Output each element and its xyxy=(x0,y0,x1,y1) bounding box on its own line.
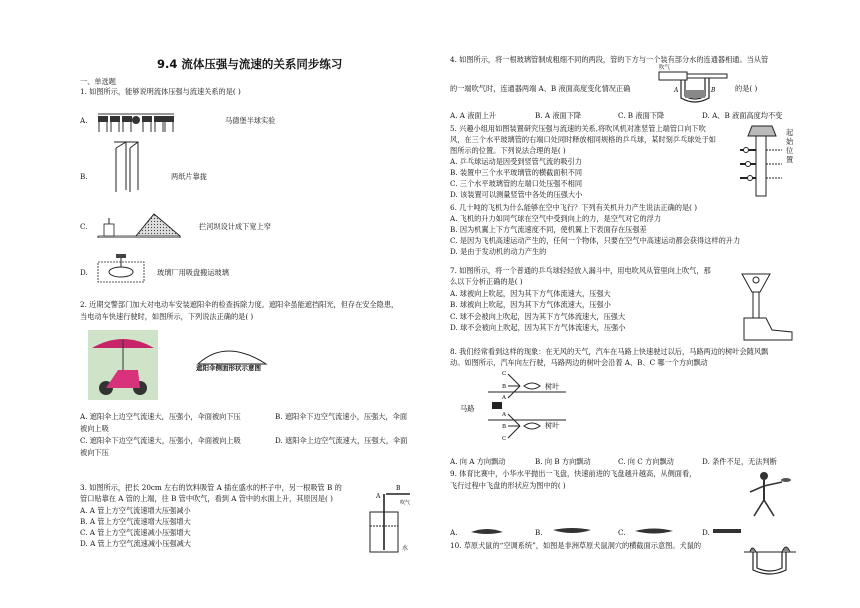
q5-option-c: C. 三个水平玻璃管的左端口处压强不相同 xyxy=(450,179,583,188)
q1-option-a-label: A. xyxy=(80,116,88,125)
q9-stem-line2: 飞行过程中飞盘的形状应为图中的( ) xyxy=(450,481,566,490)
q1-stem: 1. 如图所示，能够说明流体压强与流速关系的是( ) xyxy=(80,87,241,96)
q8-fig-leaf-bottom: 树叶 xyxy=(545,421,560,430)
q2-option-d: D. 遮阳伞上边空气流速大，压强大，伞面 xyxy=(275,436,408,445)
q1-option-d-caption: 玻璃厂用吸盘搬运玻璃 xyxy=(157,268,229,277)
svg-text:B: B xyxy=(502,384,507,390)
page-title: 9.4 流体压强与流速的关系同步练习 xyxy=(157,57,343,71)
q8-option-b: B. 向 B 方向飘动 xyxy=(535,457,591,466)
q2-stem-line1: 2. 近期交警部门加大对电动车安装遮阳伞的检查拆除力度。遮阳伞虽能遮挡阳光，但存在安全隐患， xyxy=(80,300,399,309)
q9-option-d: D. xyxy=(702,528,710,537)
q9-option-a: A. xyxy=(450,528,458,537)
q1-option-c-caption: 拦河坝设计成下宽上窄 xyxy=(199,222,271,231)
q4-fig-b: B xyxy=(711,87,716,94)
dam-figure xyxy=(96,208,182,238)
frisbee-shape-c xyxy=(634,526,674,536)
q6-option-b: B. 因为机翼上下方气流速度不同，使机翼上下表面存在压强差 xyxy=(450,225,647,234)
q8-option-d: D. 条件不足，无法判断 xyxy=(702,457,777,466)
q4-fig-a: A xyxy=(674,87,679,94)
q9-option-b: B. xyxy=(535,528,543,537)
q9-option-c: C. xyxy=(618,528,626,537)
section-heading: 一、单选题 xyxy=(80,77,116,86)
q5-option-a: A. 乒乓球运动是因受到竖管气流的吸引力 xyxy=(450,157,582,166)
q3-fig-label-water: 水 xyxy=(402,545,409,552)
q8-stem-line2: 动。如图所示，汽车向左行驶，马路两边的树叶会沿着 A、B、C 哪一个方向飘动 xyxy=(450,358,708,367)
q7-stem-line2: 么以下分析正确的是( ) xyxy=(450,277,523,286)
svg-text:A: A xyxy=(502,395,506,401)
q1-option-b-label: B. xyxy=(80,172,88,181)
q8-fig-leaf-top: 树叶 xyxy=(545,382,560,391)
q3-option-c: C. A 管上方空气流速减小压强增大 xyxy=(80,528,191,537)
q1-option-b-caption: 两纸片靠拢 xyxy=(171,172,207,181)
q4-fig-blow: 吹气 xyxy=(659,65,671,71)
connected-tube-figure xyxy=(655,62,733,104)
frisbee-shape-b xyxy=(552,526,592,536)
q7-stem-line1: 7. 如图所示，将一个普通的乒乓球轻轻放入漏斗中，用电吹风从管里向上吹气，那 xyxy=(450,266,711,275)
prairie-dog-burrow-figure xyxy=(742,540,798,580)
q1-option-a-caption: 马德堡半球实验 xyxy=(225,116,276,125)
q4-stem-line3: 的是( ) xyxy=(735,84,758,93)
q6-option-d: D. 是由于发动机的动力产生的 xyxy=(450,247,547,256)
q3-option-d: D. A 管上方空气流速减小压强减大 xyxy=(80,539,191,548)
q3-option-b: B. A 管上方空气流速增大压强增大 xyxy=(80,517,191,526)
q5-option-d: D. 该装置可以测量竖管中各处的压强大小 xyxy=(450,190,583,199)
q8-stem-line1: 8. 我们经常看到这样的现象：在无风的天气，汽车在马路上快速驶过以后，马路两边的树叶会随风飘 xyxy=(450,347,769,356)
q2-option-d-cont: 被向下压 xyxy=(80,448,109,457)
q4-option-b: B. A 液面下降 xyxy=(535,111,582,120)
umbrella-profile-figure xyxy=(196,344,268,366)
q2-option-a-cont: 被向上吸 xyxy=(80,424,109,433)
q4-stem-line1: 4. 如图所示，将一根玻璃管制成粗细不同的两段，管的下方与一个装有部分水的连通器相通。当从管 xyxy=(450,55,769,64)
q3-fig-label-a: A xyxy=(376,493,381,500)
q3-stem-line2: 管口贴靠在 A 管的上端，往 B 管中吹气，看到 A 管中的水面上升，其原因是( ) xyxy=(80,494,333,503)
q7-option-b: B. 球被向上吹起，因为其下方气体流速大，压强小 xyxy=(450,300,611,309)
q8-option-a: A. 向 A 方向飘动 xyxy=(450,457,506,466)
q4-option-c: C. B 液面下降 xyxy=(618,111,665,120)
two-paper-sheets-figure xyxy=(110,140,146,195)
q6-option-c: C. 是因为飞机高速运动产生的，任何一个物体，只要在空气中高速运动都会获得这样的升力 xyxy=(450,236,741,245)
svg-text:C: C xyxy=(502,371,507,377)
frisbee-player-figure xyxy=(742,468,792,520)
q1-option-d-label: D. xyxy=(80,268,88,277)
svg-text:C: C xyxy=(502,436,507,442)
q4-stem-line2: 的一端吹气时，连通器两端 A、B 液面高度变化情况正确 xyxy=(450,84,631,93)
suction-cup-glass-figure xyxy=(96,254,146,288)
q8-fig-road: 马路 xyxy=(460,404,475,413)
scooter-umbrella-photo xyxy=(88,330,158,400)
straw-cup-figure xyxy=(362,484,418,554)
road-leaves-figure xyxy=(480,368,570,444)
q7-option-a: A. 球被向上吹起，因为其下方气体流速大，压强大 xyxy=(450,289,611,298)
q6-option-a: A. 飞机的升力如同气球在空气中受到向上的力，是空气对它的浮力 xyxy=(450,214,662,223)
q2-option-c: C. 遮阳伞下边空气流速大，压强小，伞面被向上吸 xyxy=(80,436,241,445)
q5-stem-line2: 风，在三个水平玻璃管的右端口处同时释放相同规格的乒乓球，某时刻乒乓球处于如 xyxy=(450,135,716,144)
q10-stem: 10. 草原犬鼠的“空调系统”，如图是非洲草原犬鼠洞穴的横截面示意图。犬鼠的 xyxy=(450,541,702,550)
q8-option-c: C. 向 C 方向飘动 xyxy=(618,457,674,466)
q2-figure-caption: 遮阳伞侧面形状示意图 xyxy=(196,364,261,372)
q6-stem: 6. 几十吨的飞机为什么能够在空中飞行？下列有关机升力产生说法正确的是( ) xyxy=(450,203,698,212)
q3-fig-label-blow: 吹气 xyxy=(400,500,411,506)
q2-option-a: A. 遮阳伞上边空气流速大，压强小，伞面被向下压 xyxy=(80,412,241,421)
frisbee-shape-a xyxy=(470,526,504,536)
q1-option-c-label: C. xyxy=(80,222,88,231)
q5-stem-line1: 5. 兴趣小组用如图装置研究压强与流速的关系,将吹风机对准竖管上端管口向下吹 xyxy=(450,124,706,133)
q5-option-b: B. 装置中三个水平玻璃管的横截面积不同 xyxy=(450,168,583,177)
q2-stem-line2: 当电动车快速行驶时，如图所示，下列说法正确的是( ) xyxy=(80,312,254,321)
q5-fig-label: 起始位置 xyxy=(786,128,794,164)
q9-stem-line1: 9. 体育比赛中，小华水平抛出一飞盘，快速前进的飞盘越升越高，从侧面看， xyxy=(450,469,697,478)
horses-hemisphere-figure xyxy=(96,108,176,136)
q7-option-d: D. 球不会被向上吹起，因为其下方气体流速大，压强小 xyxy=(450,323,626,332)
svg-text:A: A xyxy=(502,412,506,418)
q3-fig-label-b: B xyxy=(396,485,401,492)
svg-text:B: B xyxy=(502,424,507,430)
q4-option-a: A. A 液面上升 xyxy=(450,111,496,120)
q2-option-b: B. 遮阳伞下边空气流速小，压强大，伞面 xyxy=(275,412,408,421)
q4-option-d: D. A、B 液面高度均不变 xyxy=(702,111,783,120)
funnel-blower-figure xyxy=(736,270,796,344)
q3-stem-line1: 3. 如图所示，把长 20cm 左右的饮料吸管 A 插在盛水的杯子中，另一根吸管 B 的 xyxy=(80,483,342,492)
frisbee-shape-d xyxy=(712,526,742,536)
q7-option-c: C. 球不会被向上吹起，因为其下方气体流速大，压强大 xyxy=(450,312,626,321)
q3-option-a: A. A 管上方空气流速增大压强减小 xyxy=(80,506,191,515)
q5-stem-line3: 图所示的位置。下列说法合理的是( ) xyxy=(450,146,566,155)
